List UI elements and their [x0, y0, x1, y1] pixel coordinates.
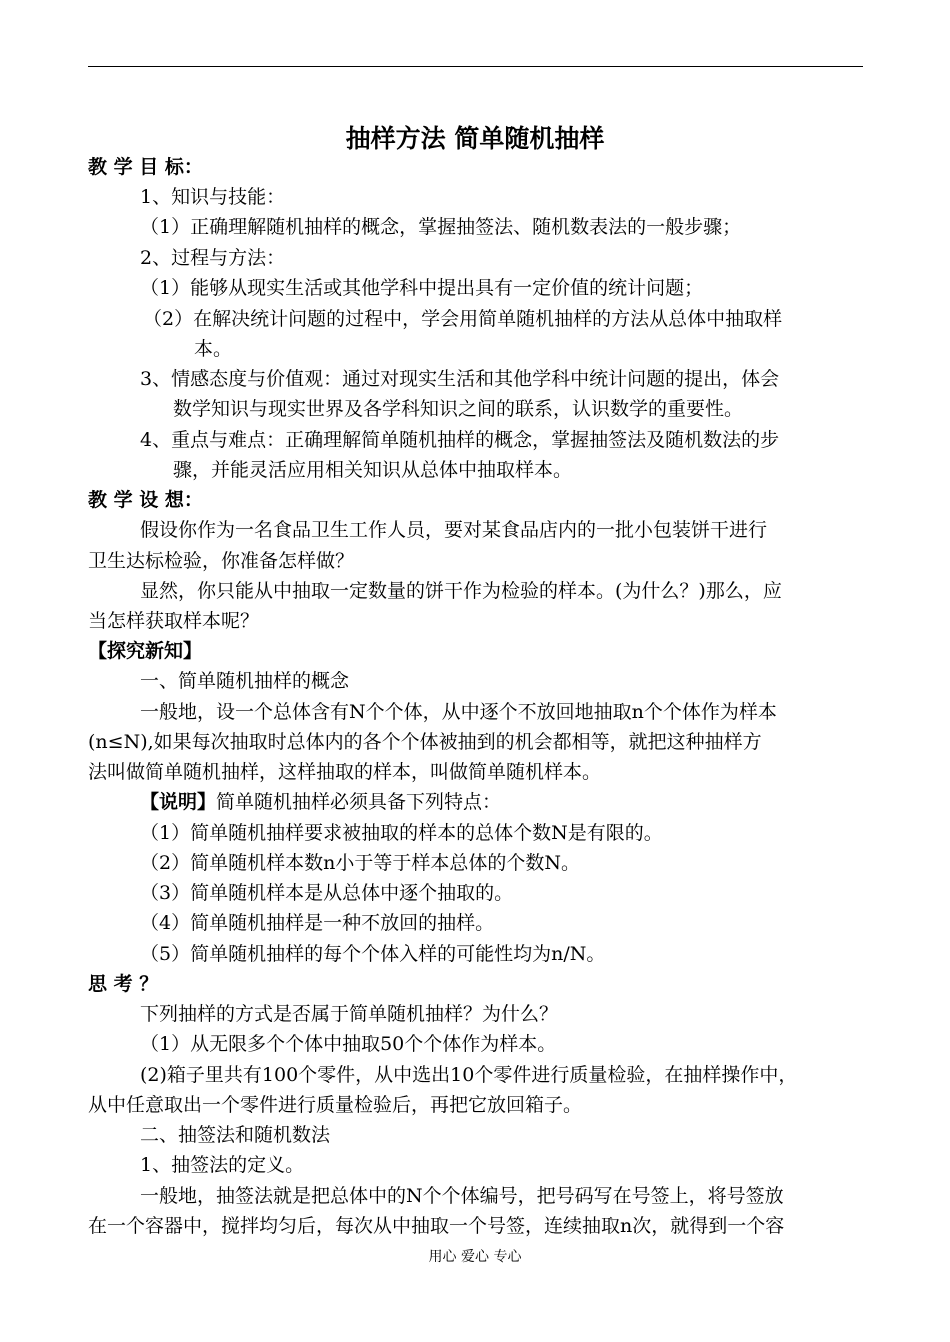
goal-2-item-1: （1）能够从现实生活或其他学科中提出具有一定价值的统计问题； — [140, 277, 704, 299]
think-item-1: （1）从无限多个个体中抽取50个个体作为样本。 — [140, 1033, 557, 1055]
lottery-definition-line-1: 一般地，抽签法就是把总体中的N个个体编号，把号码写在号签上，将号签放 — [140, 1185, 784, 1207]
note-line — [140, 790, 501, 814]
lottery-definition-heading: 1、抽签法的定义。 — [140, 1154, 305, 1176]
lottery-definition-line-2: 在一个容器中，搅拌均匀后，每次从中抽取一个号签，连续抽取n次，就得到一个容 — [88, 1215, 785, 1237]
design-para-1-line-2: 卫生达标检验，你准备怎样做？ — [88, 550, 355, 572]
goals-heading: 教 学 目 标： — [88, 156, 203, 178]
section-2-heading: 二、抽签法和随机数法 — [140, 1124, 331, 1146]
design-heading: 教 学 设 想： — [88, 489, 203, 511]
think-item-2-line-2: 从中任意取出一个零件进行质量检验后，再把它放回箱子。 — [88, 1094, 583, 1116]
goal-2-item-2-line-2: 本。 — [194, 338, 233, 360]
note-label: 【说明】 — [140, 791, 217, 813]
think-heading: 思 考 ？ — [88, 973, 159, 995]
design-para-1-line-1: 假设你作为一名食品卫生工作人员，要对某食品店内的一批小包装饼干进行 — [140, 519, 768, 541]
goal-3-line-1: 3、情感态度与价值观：通过对现实生活和其他学科中统计问题的提出，体会 — [140, 368, 780, 390]
page-title: 抽样方法 简单随机抽样 — [345, 124, 605, 153]
goal-4-line-1: 4、重点与难点：正确理解简单随机抽样的概念，掌握抽签法及随机数法的步 — [140, 429, 780, 451]
section-1-heading: 一、简单随机抽样的概念 — [140, 670, 350, 692]
definition-line-1: 一般地，设一个总体含有N个个体，从中逐个不放回地抽取n个个体作为样本 — [140, 701, 777, 723]
goal-2: 2、过程与方法： — [140, 247, 286, 269]
explore-heading: 【探究新知】 — [88, 640, 203, 662]
header-rule — [88, 66, 863, 67]
feature-1: （1）简单随机抽样要求被抽取的样本的总体个数N是有限的。 — [140, 822, 663, 844]
design-para-2-line-1: 显然，你只能从中抽取一定数量的饼干作为检验的样本。(为什么？)那么，应 — [140, 580, 782, 602]
think-item-2-line-1: (2)箱子里共有100个零件，从中选出10个零件进行质量检验，在抽样操作中， — [140, 1064, 798, 1086]
goal-4-line-2: 骤，并能灵活应用相关知识从总体中抽取样本。 — [173, 459, 573, 481]
goal-2-item-2-line-1: （2）在解决统计问题的过程中，学会用简单随机抽样的方法从总体中抽取样 — [143, 308, 783, 330]
definition-line-2: (n≤N),如果每次抽取时总体内的各个个体被抽到的机会都相等，就把这种抽样方 — [88, 731, 762, 753]
feature-3: （3）简单随机样本是从总体中逐个抽取的。 — [140, 882, 514, 904]
definition-line-3: 法叫做简单随机抽样，这样抽取的样本，叫做简单随机样本。 — [88, 761, 602, 783]
goal-3-line-2: 数学知识与现实世界及各学科知识之间的联系，认识数学的重要性。 — [173, 398, 744, 420]
feature-2: （2）简单随机样本数n小于等于样本总体的个数N。 — [140, 852, 580, 874]
feature-5: （5）简单随机抽样的每个个体入样的可能性均为n/N。 — [140, 943, 606, 965]
goal-1-item-1: （1）正确理解随机抽样的概念，掌握抽签法、随机数表法的一般步骤； — [140, 216, 742, 238]
think-question: 下列抽样的方式是否属于简单随机抽样？为什么？ — [140, 1003, 559, 1025]
design-para-2-line-2: 当怎样获取样本呢？ — [88, 610, 260, 632]
feature-4: （4）简单随机抽样是一种不放回的抽样。 — [140, 912, 495, 934]
note-text: 简单随机抽样必须具备下列特点： — [216, 791, 502, 813]
page-footer: 用心 爱心 专心 — [428, 1249, 522, 1265]
goal-1: 1、知识与技能： — [140, 186, 286, 208]
